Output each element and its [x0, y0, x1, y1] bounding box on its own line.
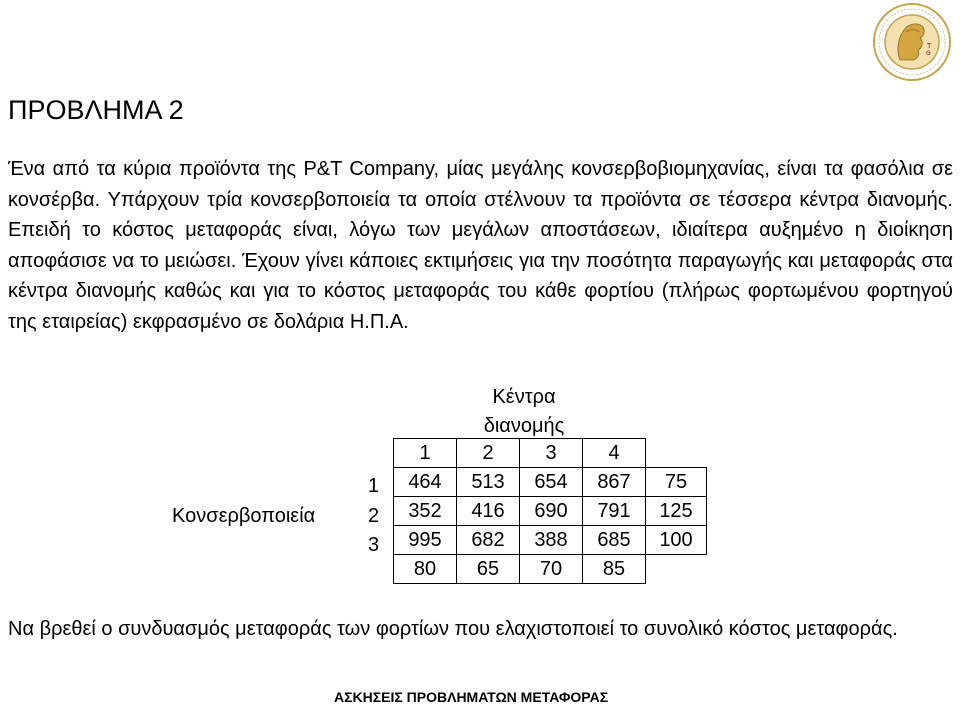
empty-cell	[646, 555, 707, 584]
cost-cell: 464	[394, 468, 457, 497]
problem-title: ΠΡΟΒΛΗΜΑ 2	[8, 95, 184, 125]
cost-cell: 352	[394, 497, 457, 526]
demand-cell: 65	[457, 555, 520, 584]
table-row	[394, 555, 707, 584]
supply-cell: 100	[646, 526, 707, 555]
empty-cell	[646, 439, 707, 468]
svg-text:Τ: Τ	[927, 42, 932, 50]
supply-cell: 75	[646, 468, 707, 497]
supply-cell: 125	[646, 497, 707, 526]
row-label-3: 3	[368, 534, 380, 556]
column-header: 3	[520, 439, 583, 468]
cost-cell: 388	[520, 526, 583, 555]
demand-cell: 80	[394, 555, 457, 584]
cost-cell: 513	[457, 468, 520, 497]
cost-cell: 690	[520, 497, 583, 526]
cost-cell: 682	[457, 526, 520, 555]
row-label-2: 2	[368, 505, 380, 527]
table-row	[394, 526, 707, 555]
svg-text:Θ: Θ	[926, 50, 931, 57]
cost-cell: 416	[457, 497, 520, 526]
cost-cell: 995	[394, 526, 457, 555]
row-group-label: Κονσερβοποιεία	[172, 505, 316, 527]
page-footer: ΑΣΚΗΣΕΙΣ ΠΡΟΒΛΗΜΑΤΩΝ ΜΕΤΑΦΟΡΑΣ	[334, 689, 609, 705]
cost-cell: 791	[583, 497, 646, 526]
column-header: 1	[394, 439, 457, 468]
table-header-line-2: διανομής	[483, 415, 565, 437]
cost-cell: 867	[583, 468, 646, 497]
row-label-1: 1	[368, 475, 380, 497]
demand-cell: 70	[520, 555, 583, 584]
university-seal-icon	[872, 2, 952, 82]
problem-question: Να βρεθεί ο συνδυασμός μεταφοράς των φορτίων που ελαχιστοποιεί το συνολικό κόστος μεταφοράς.	[8, 618, 898, 640]
problem-description: Ένα από τα κύρια προϊόντα της P&T Company, μίας μεγάλης κονσερβοβιομηχανίας, είναι τα φασόλια σε κονσέρβα. Υπάρχουν τρία κονσερβοποιεία τα οποία στέλνουν τα προϊόντα σε τέσσερα κέντρα διανομής. Επειδή το κόστος μεταφοράς είναι, λόγω των μεγάλων αποστάσεων, ιδιαίτερα αυξημένο η διοίκηση αποφάσισε να το μειώσει. Έχουν γίνει κάποιες εκτιμήσεις για την ποσότητα παραγωγής και μεταφοράς στα κέντρα διανομής καθώς και για το κόστος μεταφοράς του κάθε φορτίου (πλήρως φορτωμένου φορτηγού της εταιρείας) εκφρασμένο σε δολάρια Η.Π.Α.	[8, 158, 953, 333]
table-row	[394, 468, 707, 497]
column-header: 4	[583, 439, 646, 468]
table-header-line-1: Κέντρα	[492, 386, 556, 408]
cost-cell: 685	[583, 526, 646, 555]
demand-cell: 85	[583, 555, 646, 584]
table-row	[394, 497, 707, 526]
cost-table	[393, 438, 707, 584]
table-row	[394, 439, 707, 468]
cost-cell: 654	[520, 468, 583, 497]
column-header: 2	[457, 439, 520, 468]
